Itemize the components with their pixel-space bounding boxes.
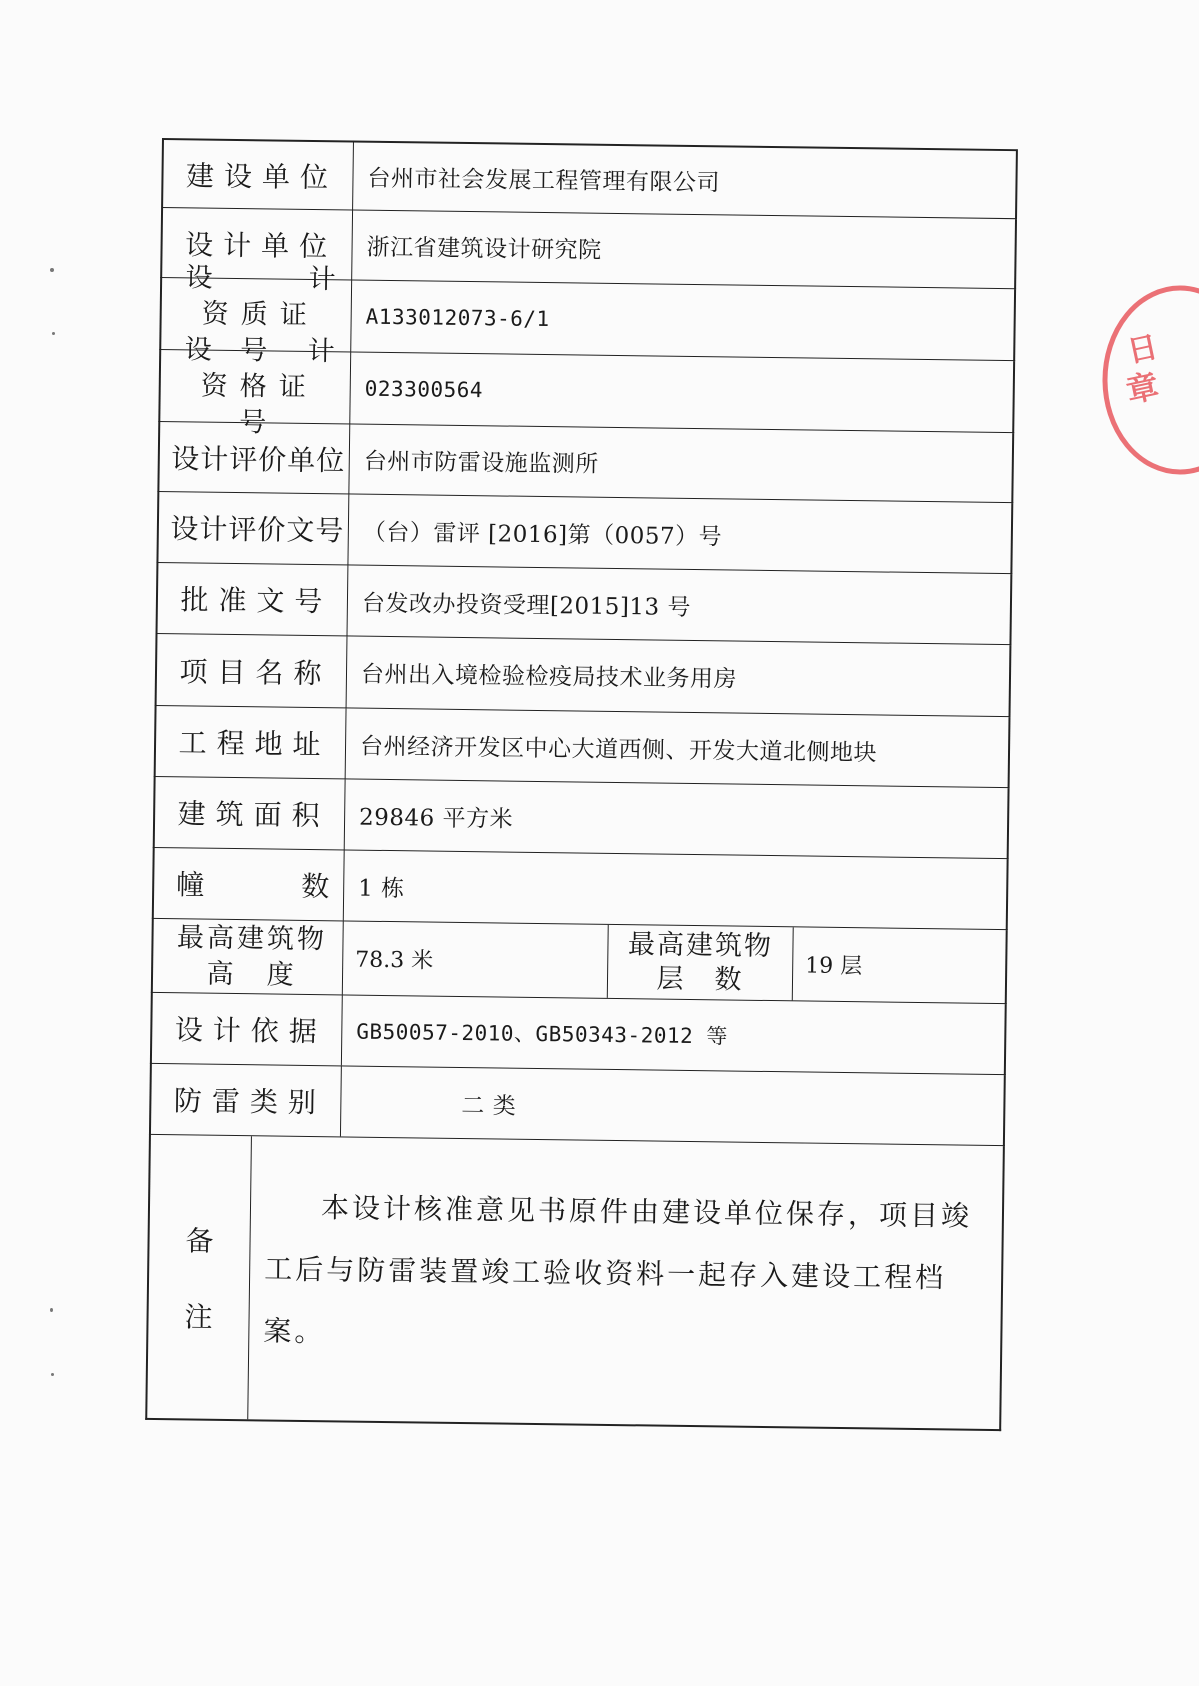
construction-unit-value: 台州市社会发展工程管理有限公司: [367, 165, 721, 197]
design-qualification-label: 设 计 资质证号: [161, 278, 352, 351]
building-count-label-char: 幢: [176, 868, 205, 902]
scan-speck: [50, 268, 54, 272]
design-qualification-value: A133012073-6/1: [365, 304, 550, 331]
evaluation-doc-row: [156, 492, 1013, 574]
evaluation-unit-value: 台州市防雷设施监测所: [363, 448, 599, 478]
design-certificate-row: [158, 333, 1015, 439]
svg-text:日: 日: [1124, 329, 1162, 371]
building-count-row: [152, 848, 1009, 930]
building-count-label-char: 数: [300, 869, 330, 904]
scan-speck: [52, 332, 55, 335]
construction-unit-row: [161, 138, 1018, 219]
project-name-label: 项目名称: [157, 634, 348, 707]
evaluation-doc-label: 设计评价文号: [158, 492, 349, 564]
lightning-category-row: [149, 1064, 1006, 1146]
design-certificate-value: 023300564: [364, 376, 484, 402]
remarks-text: 本设计核准意见书原件由建设单位保存，项目竣工后与防雷装置竣工验收资料一起存入建设工程档案。: [263, 1191, 973, 1349]
design-basis-value: GB50057-2010、GB50343-2012 等: [356, 1019, 729, 1049]
approval-doc-row: [156, 563, 1013, 645]
design-unit-value: 浙江省建筑设计研究院: [366, 234, 602, 264]
scan-speck: [51, 1373, 54, 1376]
design-basis-label: 设计依据: [152, 993, 343, 1065]
building-count-label: [154, 848, 345, 920]
lightning-category-value: 二 类: [461, 1092, 517, 1120]
svg-text:章: 章: [1122, 366, 1163, 411]
max-height-label: 最高建筑物 高 度: [153, 919, 344, 994]
design-unit-label: 设计单位: [162, 208, 353, 279]
evaluation-unit-row: [157, 422, 1014, 503]
project-name-value: 台州出入境检验检疫局技术业务用房: [360, 661, 738, 693]
evaluation-unit-label: 设计评价单位: [159, 422, 350, 493]
remarks-row: [145, 1135, 1005, 1431]
floor-area-row: [153, 777, 1010, 859]
project-name-row: [155, 634, 1012, 717]
approval-form-table: [145, 138, 1018, 1431]
project-address-label: 工程地址: [156, 706, 347, 778]
project-address-value: 台州经济开发区中心大道西侧、开发大道北侧地块: [359, 733, 878, 766]
design-certificate-label: 设 计 资格证号: [160, 350, 351, 423]
floor-area-value: 29846 平方米: [358, 804, 514, 833]
max-floors-label: 最高建筑物 层 数: [608, 925, 794, 1000]
approval-doc-label: 批准文号: [158, 563, 349, 635]
scan-speck: [50, 1308, 53, 1312]
lightning-category-label: 防雷类别: [151, 1064, 342, 1136]
remarks-label: 备 注: [147, 1135, 252, 1419]
seal-ring-icon: [1090, 280, 1199, 480]
max-height-value: 78.3 米: [343, 921, 609, 997]
design-basis-row: [150, 993, 1007, 1075]
approval-doc-value: 台发改办投资受理[2015]13 号: [361, 590, 692, 621]
building-count-value: 1 栋: [358, 875, 405, 902]
floor-area-label: 建筑面积: [155, 777, 346, 849]
official-seal: [1090, 280, 1199, 480]
height-row: [151, 919, 1008, 1004]
project-address-row: [154, 706, 1011, 788]
building-count-label-text: [176, 863, 330, 905]
evaluation-doc-value: （台）雷评 [2016]第（0057）号: [362, 519, 723, 550]
max-floors-value: 19 层: [805, 953, 863, 980]
construction-unit-label: 建设单位: [163, 140, 354, 209]
